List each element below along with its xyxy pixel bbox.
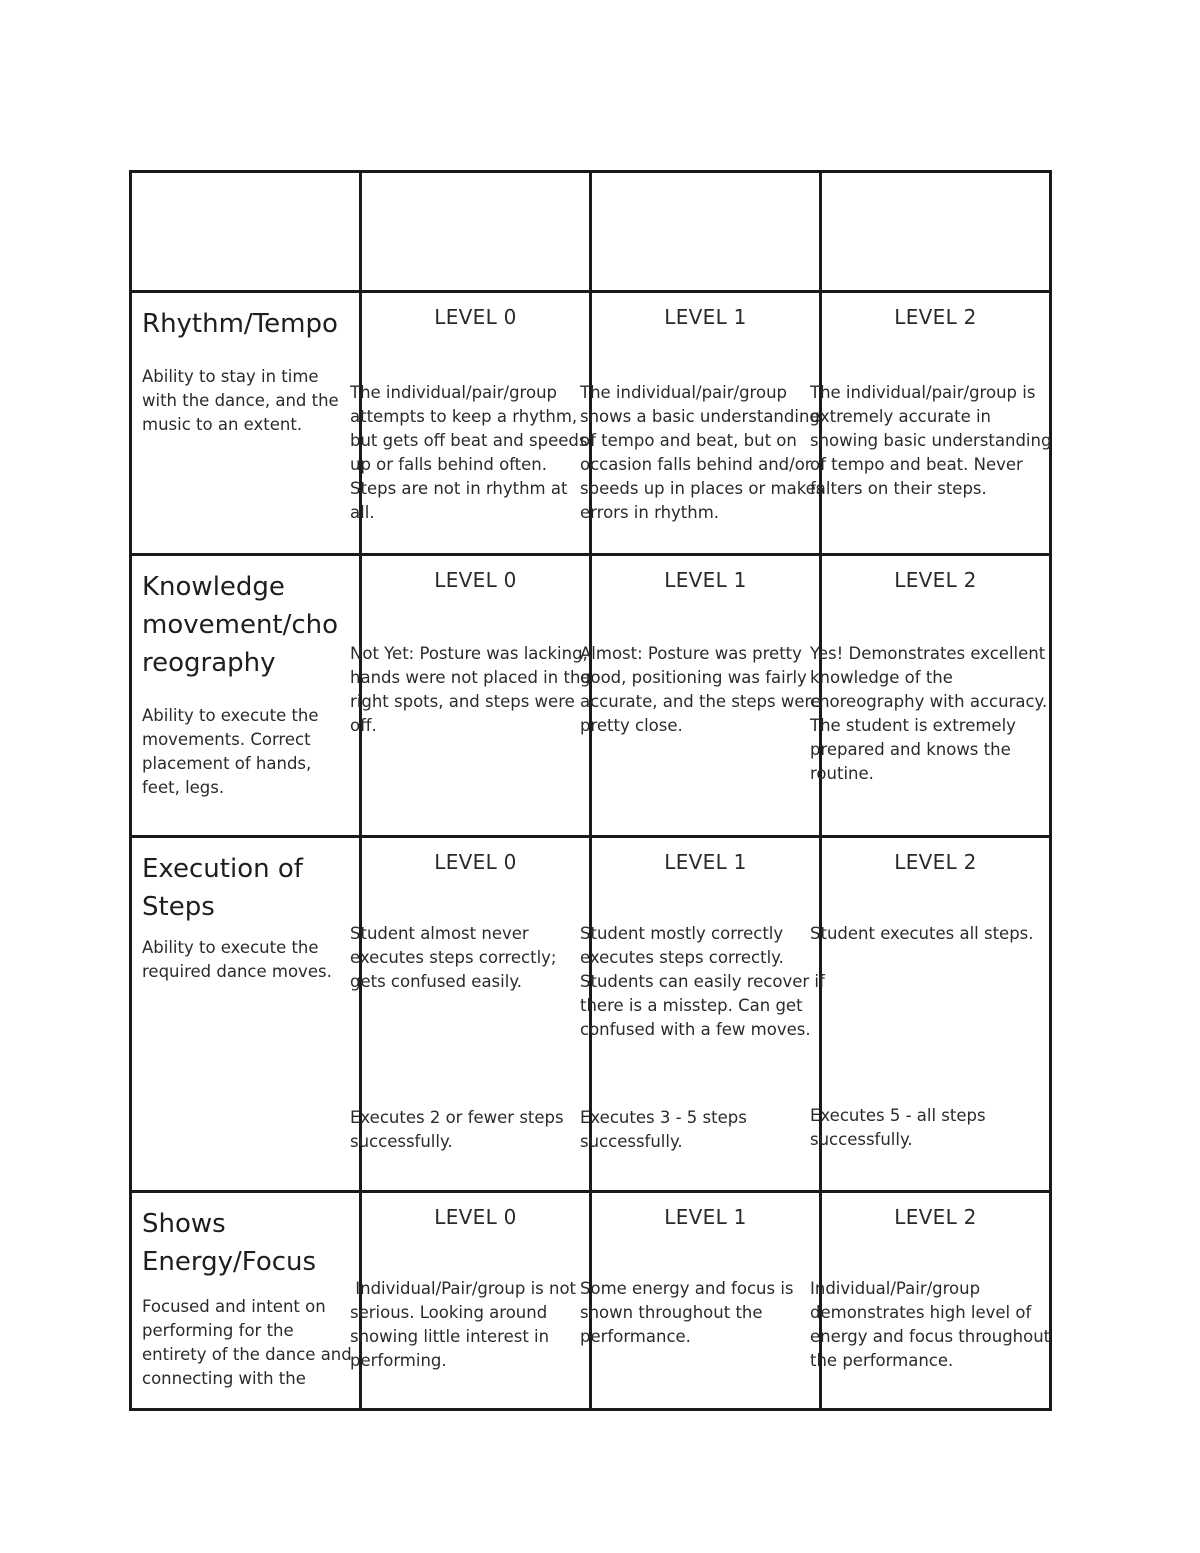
criterion-description: Focused and intent on performing for the entirety of the dance and connecting with the <box>142 1297 352 1388</box>
criterion-cell <box>131 555 361 837</box>
level-cell <box>810 292 1052 555</box>
level-label: LEVEL 2 <box>894 850 977 874</box>
level-cell <box>580 292 825 555</box>
criterion-cell <box>131 837 361 1192</box>
level-description: Student almost never executes steps correctly; gets confused easily. <box>350 924 557 991</box>
level-sub-description: Executes 3 - 5 steps successfully. <box>580 1108 747 1151</box>
level-description: The individual/pair/group attempts to keep a rhythm, but gets off beat and speeds up or falls behind often. Steps are not in rhythm at all. <box>350 383 588 522</box>
level-label: LEVEL 1 <box>664 305 747 329</box>
header-cell-empty <box>821 172 1051 292</box>
level-cell <box>810 555 1051 837</box>
criterion-title: Execution of Steps <box>142 854 303 922</box>
level-cell <box>350 1192 591 1410</box>
level-description: Student executes all steps. <box>810 924 1034 943</box>
header-cell-empty <box>361 172 591 292</box>
level-cell <box>810 837 1051 1192</box>
criterion-title: Rhythm/Tempo <box>142 309 338 339</box>
criterion-row-energy <box>131 1192 1051 1410</box>
criterion-description: Ability to stay in time with the dance, and the music to an extent. <box>142 367 339 434</box>
level-cell <box>350 555 591 837</box>
level-sub-description: Executes 5 - all steps successfully. <box>810 1106 986 1149</box>
level-description: Individual/Pair/group demonstrates high level of energy and focus throughout the performance. <box>810 1279 1051 1370</box>
criterion-title <box>142 568 351 682</box>
level-cell <box>580 1192 821 1410</box>
criterion-description: Ability to execute the movements. Correct placement of hands, feet, legs. <box>142 706 319 797</box>
level-label: LEVEL 0 <box>434 850 517 874</box>
criterion-title-line: reography <box>142 648 276 678</box>
level-description: The individual/pair/group is extremely accurate in showing basic understanding of tempo and beat. Never falters on their steps. <box>810 383 1052 498</box>
level-label: LEVEL 0 <box>434 568 517 592</box>
level-label: LEVEL 0 <box>434 1205 517 1229</box>
level-cell <box>350 837 591 1192</box>
level-description: Not Yet: Posture was lacking, hands were not placed in the right spots, and steps were off. <box>350 644 591 735</box>
level-description: Yes! Demonstrates excellent knowledge of the choreography with accuracy. The student is extremely prepared and knows the routine. <box>810 644 1048 783</box>
level-description: Some energy and focus is shown throughout the performance. <box>580 1279 794 1346</box>
level-cell <box>350 292 591 555</box>
criterion-cell <box>131 292 361 555</box>
level-description: Student mostly correctly executes steps correctly. Students can easily recover if there is a misstep. Can get confused with a few moves. <box>580 924 825 1039</box>
criterion-description: Ability to execute the required dance moves. <box>142 938 332 981</box>
level-description: Individual/Pair/group is not serious. Looking around showing little interest in performing. <box>350 1279 582 1370</box>
header-row <box>131 172 1051 292</box>
criterion-title-line: movement/cho <box>142 610 339 640</box>
level-description: Almost: Posture was pretty good, positioning was fairly accurate, and the steps were pretty close. <box>580 644 822 735</box>
criterion-row-execution <box>131 837 1051 1192</box>
level-label: LEVEL 1 <box>664 568 747 592</box>
criterion-row-knowledge <box>131 555 1051 837</box>
criterion-title-line: Knowledge <box>142 572 285 602</box>
level-sub-description: Executes 2 or fewer steps successfully. <box>350 1108 564 1151</box>
level-label: LEVEL 1 <box>664 850 747 874</box>
level-label: LEVEL 2 <box>894 568 977 592</box>
level-cell <box>580 837 825 1192</box>
level-label: LEVEL 0 <box>434 305 517 329</box>
level-cell <box>580 555 822 837</box>
criterion-cell <box>131 1192 361 1410</box>
criterion-row-rhythm <box>131 292 1051 555</box>
level-label: LEVEL 1 <box>664 1205 747 1229</box>
level-description: The individual/pair/group shows a basic understanding of tempo and beat, but on occasion falls behind and/or speeds up in places or makes errors in rhythm. <box>580 383 825 522</box>
rubric-table <box>129 170 1052 1411</box>
header-cell-empty <box>131 172 361 292</box>
level-label: LEVEL 2 <box>894 305 977 329</box>
level-cell <box>810 1192 1051 1410</box>
level-label: LEVEL 2 <box>894 1205 977 1229</box>
criterion-title: Shows Energy/Focus <box>142 1209 317 1277</box>
header-cell-empty <box>591 172 821 292</box>
